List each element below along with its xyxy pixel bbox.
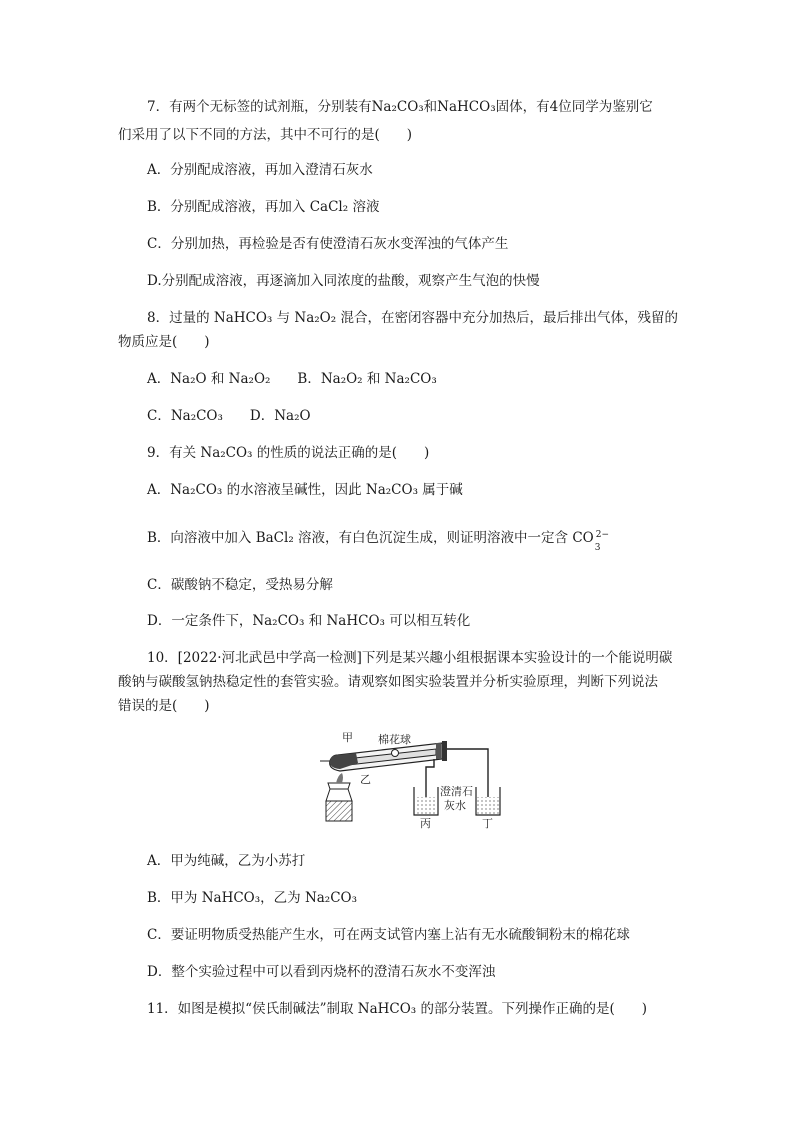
alcohol-lamp-base — [326, 801, 352, 821]
q7-stem-line-2: 们采用了以下不同的方法，其中不可行的是( ) — [118, 127, 413, 143]
apparatus-drawing — [316, 731, 516, 831]
q7-option-b: B．分别配成溶液，再加入 CaCl₂ 溶液 — [147, 199, 380, 215]
q10-option-b: B．甲为 NaHCO₃，乙为 Na₂CO₃ — [147, 890, 358, 906]
label-ding: 丁 — [482, 817, 493, 830]
q10-stem-line-1: 10．[2022·河北武邑中学高一检测]下列是某兴趣小组根据课本实验设计的一个能说明碳 — [147, 650, 673, 666]
q9-option-a: A．Na₂CO₃ 的水溶液呈碱性，因此 Na₂CO₃ 属于碱 — [147, 482, 463, 498]
q10-stem-line-2: 酸钠与碳酸氢钠热稳定性的套管实验。请观察如图实验装置并分析实验原理，判断下列说法 — [118, 674, 658, 690]
q8-options-cd: C．Na₂CO₃ D．Na₂O — [147, 408, 311, 424]
q7-option-d: D.分别配成溶液，再逐滴加入同浓度的盐酸，观察产生气泡的快慢 — [147, 273, 540, 289]
delivery-tube-bing — [426, 759, 434, 797]
q10-option-c: C．要证明物质受热能产生水，可在两支试管内塞上沾有无水硫酸铜粉末的棉花球 — [147, 927, 630, 943]
q8-options-ab: A．Na₂O 和 Na₂O₂ B．Na₂O₂ 和 Na₂CO₃ — [147, 371, 437, 387]
lamp-top — [328, 783, 350, 789]
label-yi: 乙 — [360, 773, 371, 786]
carbonate-ion-script — [594, 528, 609, 553]
alcohol-lamp-body — [326, 789, 352, 801]
carbonate-subscript: 3 — [594, 543, 601, 553]
flame — [336, 773, 343, 783]
q10-stem-line-3: 错误的是( ) — [118, 698, 210, 714]
q10-option-a: A．甲为纯碱，乙为小苏打 — [147, 853, 306, 869]
inner-stopper — [436, 743, 441, 759]
q7-stem-line-1: 7．有两个无标签的试剂瓶，分别装有Na₂CO₃和NaHCO₃固体，有4位同学为鉴别它 — [147, 99, 653, 115]
q8-stem-line-1: 8．过量的 NaHCO₃ 与 Na₂O₂ 混合，在密闭容器中充分加热后，最后排出气体，残留的 — [147, 310, 678, 326]
q10-option-d: D．整个实验过程中可以看到丙烧杯的澄清石灰水不变浑浊 — [147, 964, 496, 980]
q9-option-d: D．一定条件下，Na₂CO₃ 和 NaHCO₃ 可以相互转化 — [147, 613, 471, 629]
carbonate-charge: 2− — [595, 530, 609, 540]
label-bing: 丙 — [420, 817, 431, 830]
q9-option-c: C．碳酸钠不稳定，受热易分解 — [147, 577, 333, 593]
limewater-bing — [415, 797, 437, 814]
q9-stem: 9．有关 Na₂CO₃ 的性质的说法正确的是( ) — [147, 445, 430, 461]
nested-tube-apparatus-figure — [316, 731, 516, 831]
q8-stem-line-2: 物质应是( ) — [118, 334, 210, 350]
q7-option-a: A．分别配成溶液，再加入澄清石灰水 — [147, 162, 373, 178]
label-cotton-ball: 棉花球 — [378, 733, 411, 746]
label-limewater-1: 澄清石 — [440, 785, 473, 798]
label-jia: 甲 — [342, 731, 353, 744]
outer-stopper — [442, 741, 447, 761]
cotton-ball — [392, 750, 399, 757]
limewater-ding — [477, 797, 499, 814]
label-limewater-2: 灰水 — [444, 799, 466, 812]
q7-option-c: C．分别加热，再检验是否有使澄清石灰水变浑浊的气体产生 — [147, 236, 509, 252]
q11-stem: 11．如图是模拟“侯氏制碱法”制取 NaHCO₃ 的部分装置。下列操作正确的是( ) — [147, 1001, 648, 1017]
q9-option-b — [147, 528, 609, 553]
q9-option-b-text: B．向溶液中加入 BaCl₂ 溶液，有白色沉淀生成，则证明溶液中一定含 CO — [147, 530, 594, 546]
